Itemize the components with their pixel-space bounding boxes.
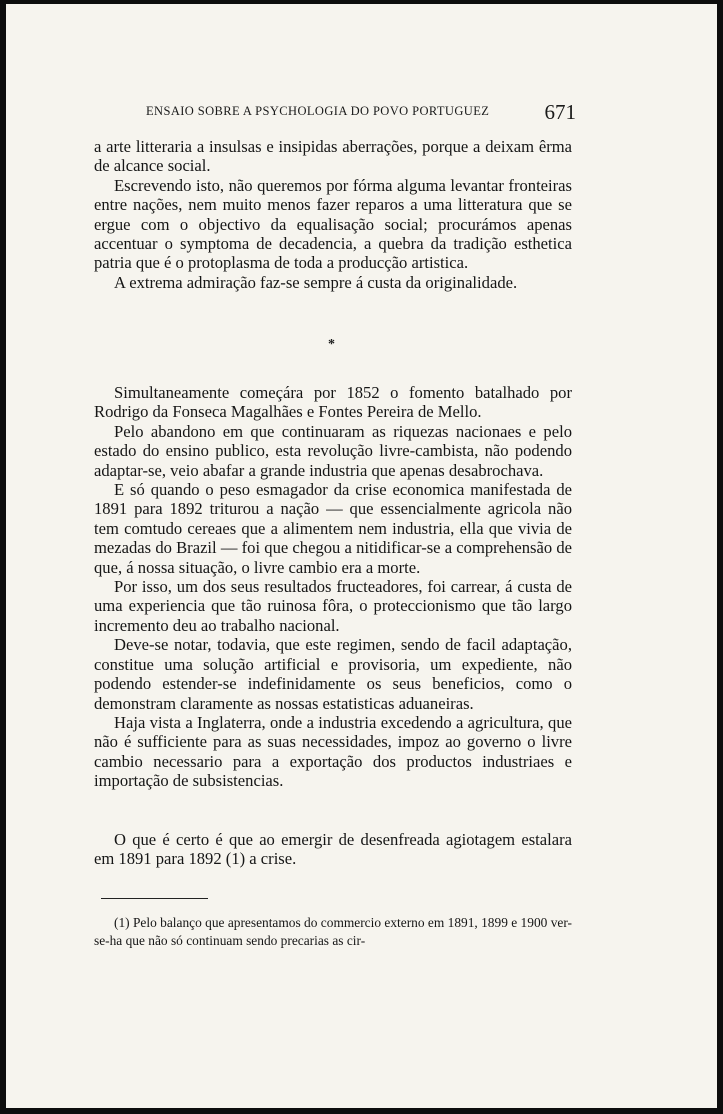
- book-page: [6, 4, 717, 1108]
- paragraph: Haja vista a Inglaterra, onde a industria excedendo a agricultura, que não é sufficiente para as suas necessidades, impoz ao governo o livre cambio necessario para a exportação dos productos industriaes e importação de subsistencias.: [94, 712, 572, 791]
- section-break-asterisk: *: [328, 337, 335, 352]
- footnote-divider: [101, 898, 208, 899]
- paragraph: a arte litteraria a insulsas e insipidas aberrações, porque a deixam êrma de alcance social.: [94, 137, 572, 176]
- footnote: [94, 914, 572, 950]
- text-block-before-break: [94, 137, 572, 292]
- closing-text-block: [94, 830, 572, 869]
- paragraph: Escrevendo isto, não queremos por fórma alguma levantar fronteiras entre nações, nem muito menos fazer reparos a uma litteratura que se ergue com o objectivo da equalisação social; procurámos apenas accentuar o symptoma de decadencia, a quebra da tradição esthetica patria que é o protoplasma de toda a producção artistica.: [94, 175, 572, 273]
- text-block-after-break: [94, 383, 572, 791]
- footnote-text: (1) Pelo balanço que apresentamos do commercio externo em 1891, 1899 e 1900 ver-se-ha que não só continuam sendo precarias as cir-: [94, 915, 572, 948]
- paragraph: Simultaneamente começára por 1852 o fomento batalhado por Rodrigo da Fonseca Magalhães e Fontes Pereira de Mello.: [94, 383, 572, 422]
- paragraph: E só quando o peso esmagador da crise economica manifestada de 1891 para 1892 triturou a nação — que essencialmente agricola não tem comtudo cereaes que a alimentem nem industria, ella que vivia de mezadas do Brazil — foi que chegou a nitidificar-se a comprehensão de que, á nossa situação, o livre cambio era a morte.: [94, 480, 572, 577]
- page-number: 671: [544, 100, 576, 124]
- paragraph: A extrema admiração faz-se sempre á custa da originalidade.: [114, 272, 518, 292]
- paragraph: Deve-se notar, todavia, que este regimen, sendo de facil adaptação, constitue uma solução artificial e provisoria, um expediente, não podendo estender-se indefinidamente os seus beneficios, como o demonstram claramente as nossas estatisticas aduaneiras.: [94, 635, 572, 713]
- paragraph: Por isso, um dos seus resultados fructeadores, foi carrear, á custa de uma experiencia que tão ruinosa fôra, o proteccionismo que tão largo incremento deu ao trabalho nacional.: [94, 577, 572, 635]
- paragraph: Pelo abandono em que continuaram as riquezas nacionaes e pelo estado do ensino publico, esta revolução livre-cambista, não podendo adaptar-se, veio abafar a grande industria que apenas desabrochava.: [94, 421, 572, 480]
- paragraph: O que é certo é que ao emergir de desenfreada agiotagem estalara em 1891 para 1892 (1) a crise.: [94, 830, 572, 869]
- page-header: [146, 100, 576, 124]
- running-title: ENSAIO SOBRE A PSYCHOLOGIA DO POVO PORTUGUEZ: [146, 104, 490, 118]
